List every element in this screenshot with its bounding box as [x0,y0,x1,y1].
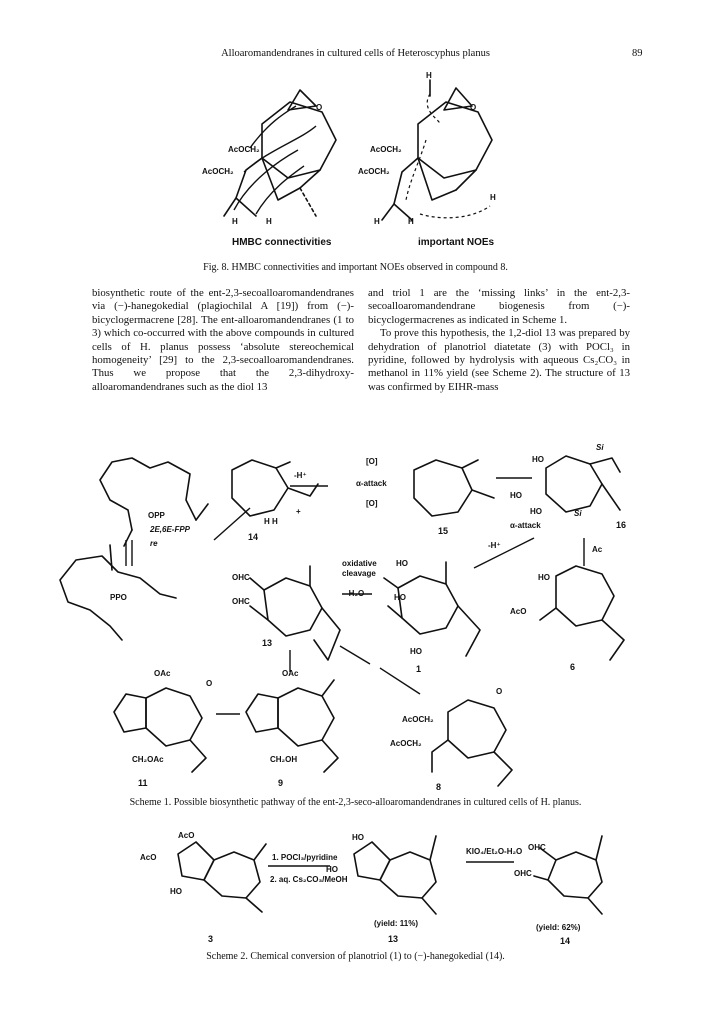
scheme2-labels [140,831,581,946]
minus-water-label: -H₂O [346,589,365,598]
compound-number: 14 [560,936,571,946]
compound-6-molecule [540,566,624,660]
acoch2-label: AcOCH₂ [402,715,434,724]
aco-label: AcO [510,607,527,616]
ch2oac-label: CH₂OAc [132,755,164,764]
yield-13: (yield: 11%) [374,919,419,928]
compound-number: 8 [436,782,442,792]
compound-number: 1 [416,664,422,674]
re-label: re [150,539,158,548]
compound-number: 3 [208,934,214,944]
opp-label: OPP [148,511,165,520]
h-label: H [490,193,496,202]
ohc-label: OHC [232,573,250,582]
ho-label: HO [538,573,550,582]
ch2oh-label: CH₂OH [270,755,298,764]
right-paragraph-2: To prove this hypothesis, the 1,2-diol 13 was prepared by dehydration of planotriol diatetate (3) with POCl₃ in pyridine, followed by hydrolysis with aqueous Cs₂CO₃ in methanol in 11% yield (see Scheme 2). The structure of 13 was confirmed by EIHR-mass [368,327,630,393]
oac-label: OAc [154,669,171,678]
fpp-label: 2E,6E-FPP [150,525,191,534]
compound-number: 6 [570,662,576,672]
fig8-structures [0,0,711,280]
compound-13-molecule [250,566,340,660]
compound-11-molecule [114,688,206,772]
step2-reagent: 2. aq. Cs₂CO₃/MeOH [270,875,348,884]
aco-label: AcO [140,853,157,862]
noe-label: important NOEs [418,237,495,248]
compound-number: 14 [248,532,259,542]
acoch2-label: AcOCH₂ [228,145,260,154]
compound-3-molecule [178,842,266,912]
compound-number: 16 [616,520,627,530]
oac-label: OAc [282,669,299,678]
ho-label: HO [532,455,544,464]
aco-label: AcO [178,831,195,840]
h-label: H [232,217,238,226]
compound-number: 13 [262,638,273,648]
o-oxidant-label: [O] [366,499,378,508]
left-column [92,287,354,394]
compound-9-molecule [246,680,338,772]
h-minus-label: -H⁺ [488,541,501,550]
ohc-label: OHC [514,869,532,878]
h-label: H [374,217,380,226]
scheme1-labels [110,443,604,764]
fig8-left-molecule [202,90,336,226]
scheme1-arrows [126,478,584,714]
scheme1-compound-numbers [138,520,626,792]
alpha-attack-label: α-attack [510,521,541,530]
page-number: 89 [632,48,643,59]
o-oxidant-label: [O] [366,457,378,466]
fpp-molecule [60,458,208,640]
ho-label: HO [396,559,408,568]
compound-1-molecule [384,562,480,656]
cleavage-label: cleavage [342,569,376,578]
step1-reagent: 1. POCl₃/pyridine [272,853,338,862]
ho-label: HO [352,833,364,842]
right-paragraph-1: and triol 1 are the ‘missing links’ in the ent-2,3-secoalloaromandendrane biogenesis from (−)-bicyclogermacrenes as indicated in Scheme 1. [368,287,630,326]
compound-15-molecule [414,460,494,516]
scheme2-arrows [268,862,514,866]
hh-label: H H [264,517,278,526]
compound-8-molecule [432,700,512,786]
o-label: O [206,679,213,688]
scheme1-caption: Scheme 1. Possible biosynthetic pathway of the ent-2,3-seco-alloaromandendranes in cultured cells of H. planus. [129,797,582,808]
plus-label: + [296,507,301,516]
ppo-label: PPO [110,593,127,602]
ac-label: Ac [592,545,603,554]
ho-label: HO [530,507,542,516]
compound-number: 15 [438,526,449,536]
compound-number: 13 [388,934,399,944]
h-label: H [426,71,432,80]
ho-label: HO [394,593,406,602]
h-label: H [408,217,414,226]
hmbc-label: HMBC connectivities [232,237,332,248]
running-title: Alloaromandendranes in cultured cells of Heteroscyphus planus [221,48,490,59]
scheme2-caption: Scheme 2. Chemical conversion of planotriol (1) to (−)-hanegokedial (14). [206,951,505,962]
compound-16-molecule [546,456,620,512]
ohc-label: OHC [528,843,546,852]
oxidative-label: oxidative [342,559,377,568]
compound-number: 9 [278,778,284,788]
compound-14-scheme2-molecule [534,836,602,914]
yield-14: (yield: 62%) [536,923,581,932]
right-column [368,287,630,394]
si-label: Si [574,509,582,518]
left-paragraph: biosynthetic route of the ent-2,3-secoalloaromandendranes via (−)-hanegokedial (plagiochilal A [19]) from (−)-bicyclogermacrene [28]. The ent-alloaromandendranes (1 to 3) which co-occurred with the above compounds in cultured cells of H. planus possess ‘absolute stereochemical homogeneity’ [29] to the 2,3-secoalloaromandendranes. Thus we propose that the 2,3-dihydroxy-alloaromandendranes such as the diol 13 [92,287,354,393]
compound-14-molecule [232,460,318,516]
ho-label: HO [326,865,338,874]
fig8-caption: Fig. 8. HMBC connectivities and important NOEs observed in compound 8. [203,262,508,273]
acoch2-label: AcOCH₂ [390,739,422,748]
si-label: Si [596,443,604,452]
o-label: O [316,103,323,112]
acoch2-label: AcOCH₂ [370,145,402,154]
h-label: H [266,217,272,226]
compound-number: 11 [138,778,148,788]
ho-label: HO [170,887,182,896]
acoch2-label: AcOCH₂ [358,167,390,176]
h-plus-label: -H⁺ [294,471,307,480]
fig8-right-molecule [358,71,496,226]
ho-label: HO [510,491,522,500]
ohc-label: OHC [232,597,250,606]
compound-13-scheme2-molecule [354,836,436,914]
ho-label: HO [410,647,422,656]
o-label: O [496,687,503,696]
alpha-attack-label: α-attack [356,479,387,488]
acoch2-label: AcOCH₂ [202,167,234,176]
o-label: O [470,103,477,112]
periodate-reagent: KIO₄/Et₂O-H₂O [466,847,523,856]
